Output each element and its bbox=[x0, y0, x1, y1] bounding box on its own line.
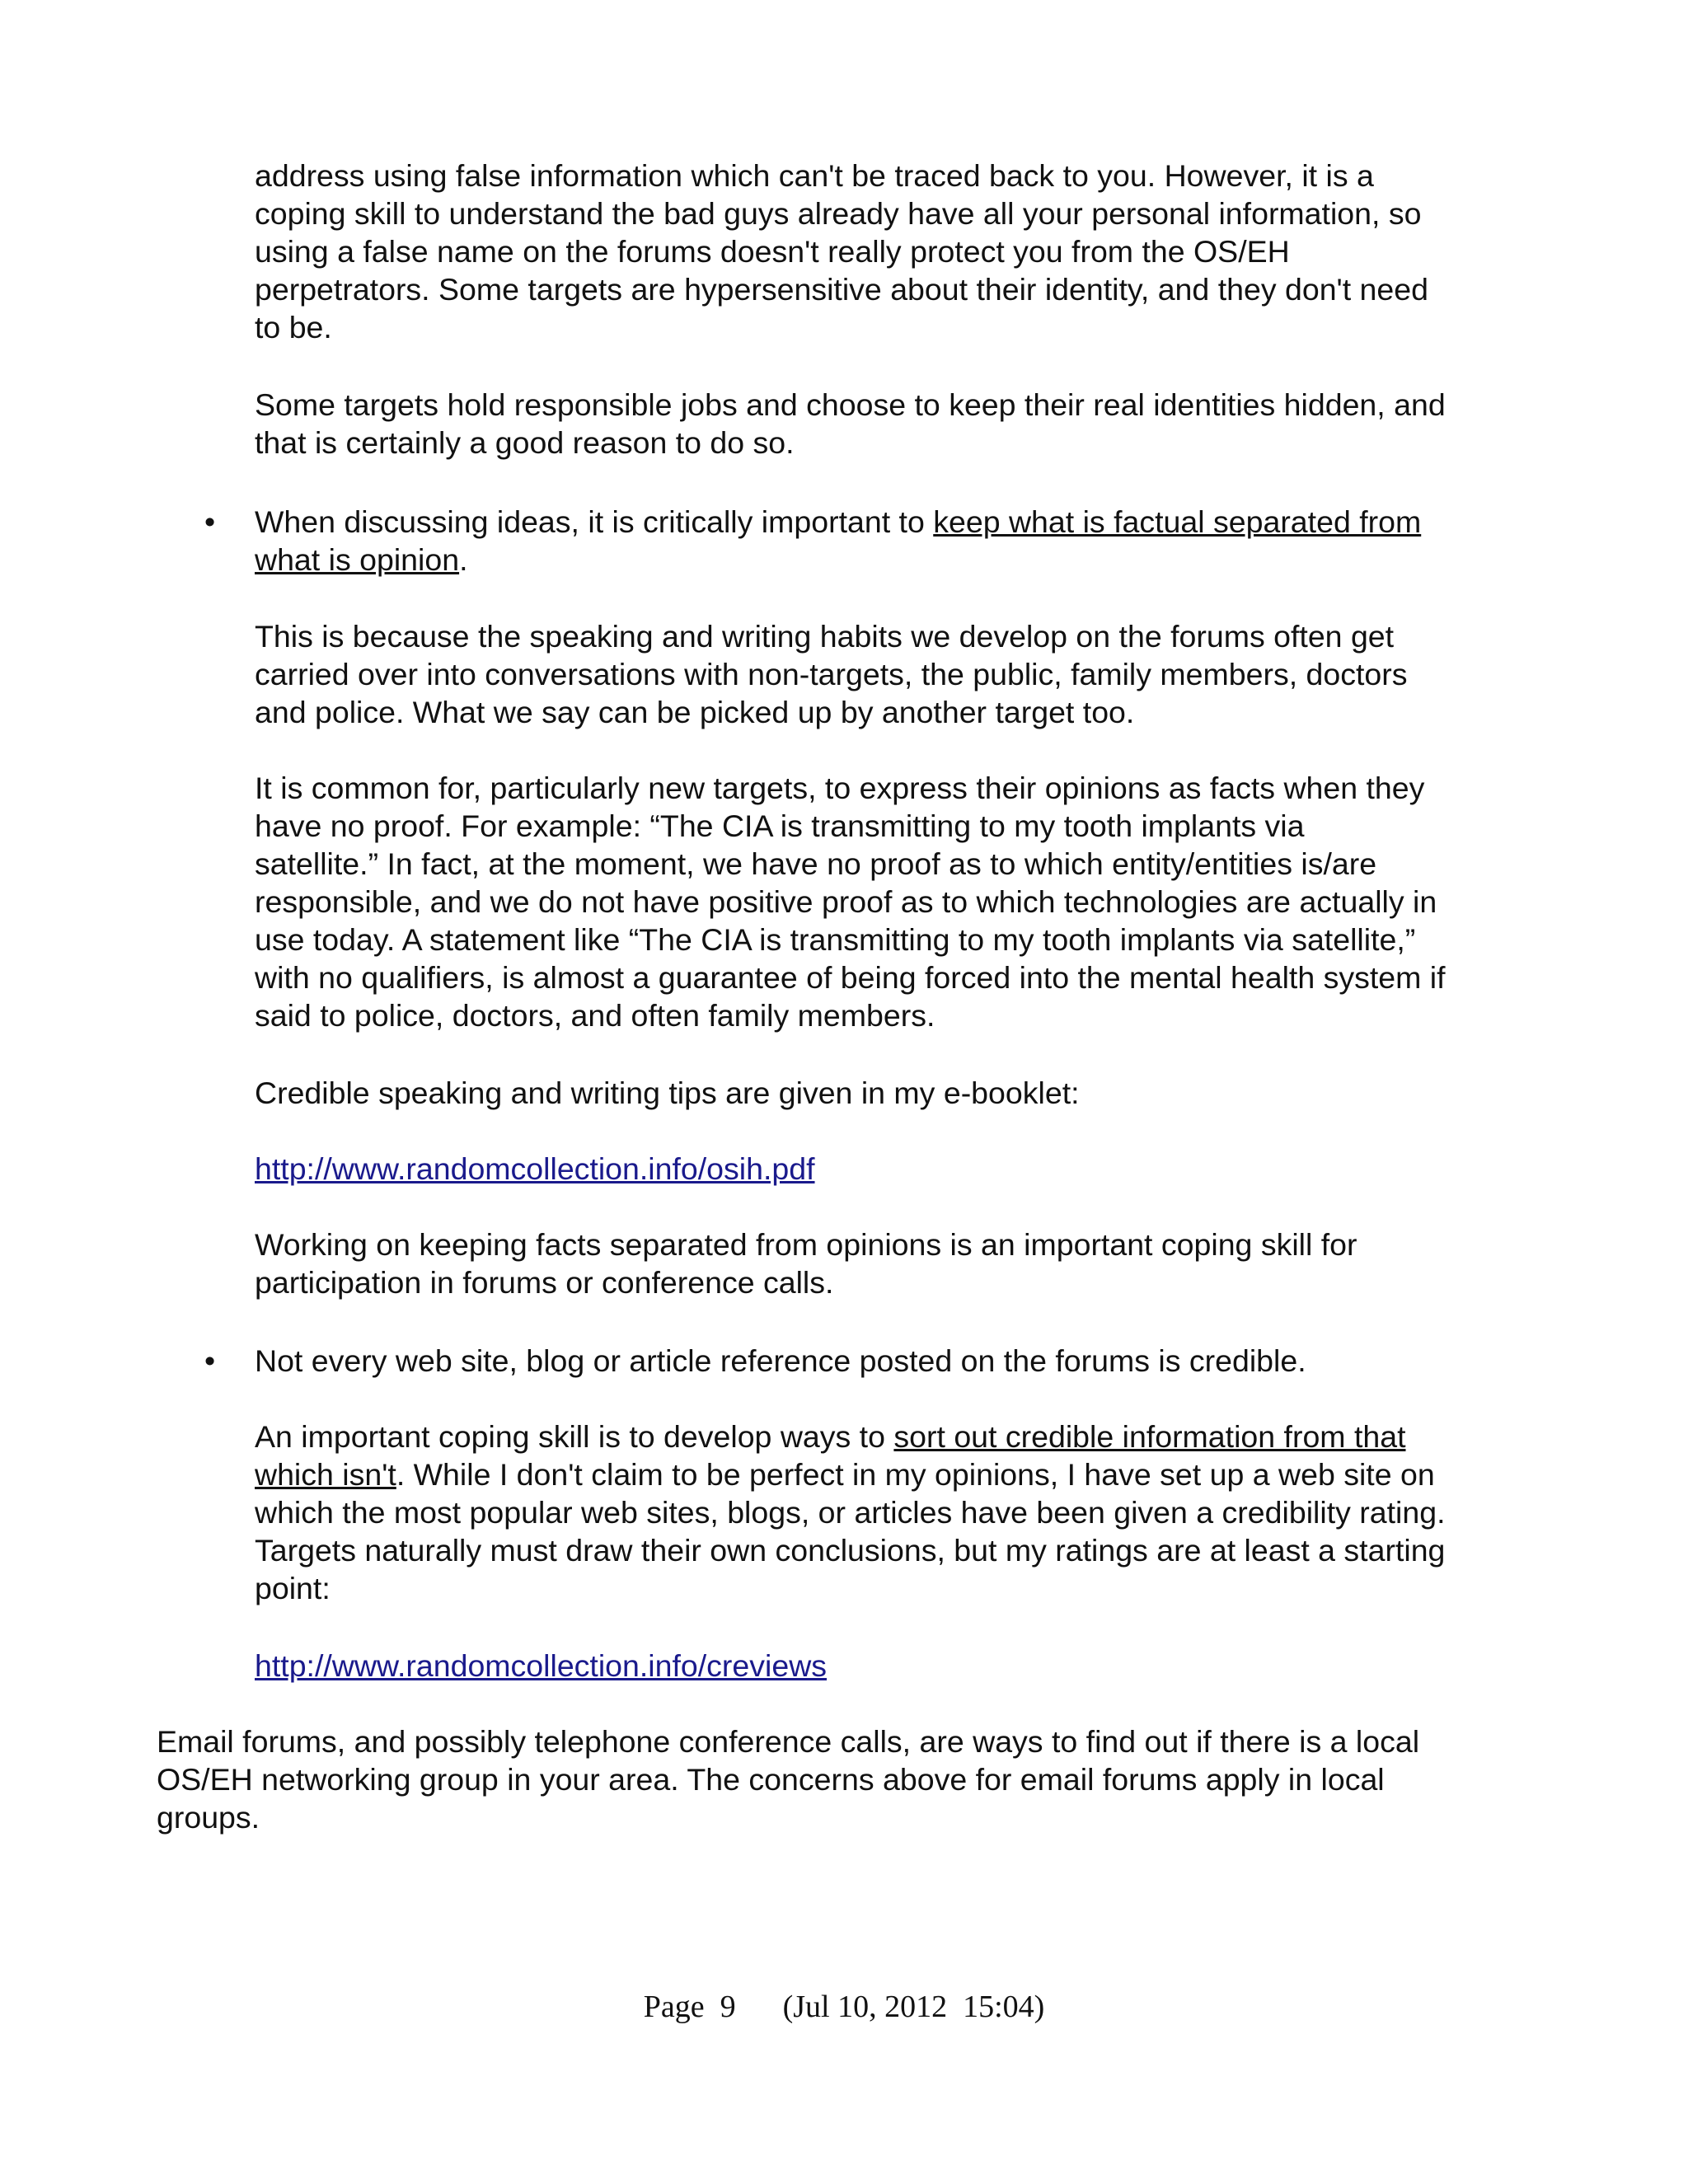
bullet-text-end: . bbox=[459, 542, 468, 577]
paragraph-coping-skill: Working on keeping facts separated from opinions is an important coping skill for participation in forums or conference calls. bbox=[255, 1227, 1357, 1300]
bullet-facts-vs-opinion bbox=[255, 503, 1557, 579]
paragraph-identity: address using false information which can't be traced back to you. However, it is a coping skill to understand the bad guys already have all your personal information, so using a false name on the forums doesn't really protect you from the OS/EH perpetrators. Some targets are hypersensitive about their identity, and they don't need to be. bbox=[255, 158, 1428, 344]
bullet-text: When discussing ideas, it is critically important to bbox=[255, 504, 934, 539]
link-osih-pdf[interactable]: http://www.randomcollection.info/osih.pdf bbox=[255, 1151, 815, 1186]
underlined-phrase: keep what is factual separated from what is opinion bbox=[255, 504, 1422, 577]
paragraph-responsible-jobs: Some targets hold responsible jobs and choose to keep their real identities hidden, and that is certainly a good reason to do so. bbox=[255, 387, 1446, 460]
bullet-marker: • bbox=[204, 504, 216, 539]
paragraph-text: An important coping skill is to develop ways to bbox=[255, 1419, 894, 1454]
paragraph-credible-info bbox=[255, 1418, 1557, 1607]
footer-timestamp: (Jul 10, 2012 15:04) bbox=[782, 1990, 1045, 2024]
bullet-marker: • bbox=[204, 1343, 216, 1378]
paragraph-text-end: . While I don't claim to be perfect in my opinions, I have set up a web site on which the most popular web sites, blogs, or articles have been given a credibility rating. Targets naturally must draw their own conclusions, but my ratings are at least a starting point: bbox=[255, 1457, 1446, 1605]
paragraph-opinions-as-facts: It is common for, particularly new targets, to express their opinions as facts when they have no proof. For example: “The CIA is transmitting to my tooth implants via satellite.” In fact, at the moment, we have no proof as to which entity/entities is/are responsible, and we do not have positive proof as to which technologies are actually in use today. A statement like “The CIA is transmitting to my tooth implants via satellite,” with no qualifiers, is almost a guarantee of being forced into the mental health system if said to police, doctors, and often family members. bbox=[255, 771, 1446, 1033]
page-footer bbox=[0, 1988, 1688, 2026]
bullet-credibility: Not every web site, blog or article reference posted on the forums is credible. bbox=[255, 1343, 1306, 1378]
paragraph-ebooklet: Credible speaking and writing tips are given in my e-booklet: bbox=[255, 1076, 1080, 1110]
page-number: Page 9 bbox=[643, 1990, 736, 2024]
paragraph-email-forums: Email forums, and possibly telephone conference calls, are ways to find out if there is a local OS/EH networking group in your area. The concerns above for email forums apply in local groups. bbox=[157, 1724, 1420, 1835]
link-creviews[interactable]: http://www.randomcollection.info/creviews bbox=[255, 1648, 828, 1683]
underlined-phrase: sort out credible information from that which isn't bbox=[255, 1419, 1406, 1492]
paragraph-speaking-habits: This is because the speaking and writing habits we develop on the forums often get carried over into conversations with non-targets, the public, family members, doctors and police. What we say can be picked up by another target too. bbox=[255, 619, 1408, 729]
